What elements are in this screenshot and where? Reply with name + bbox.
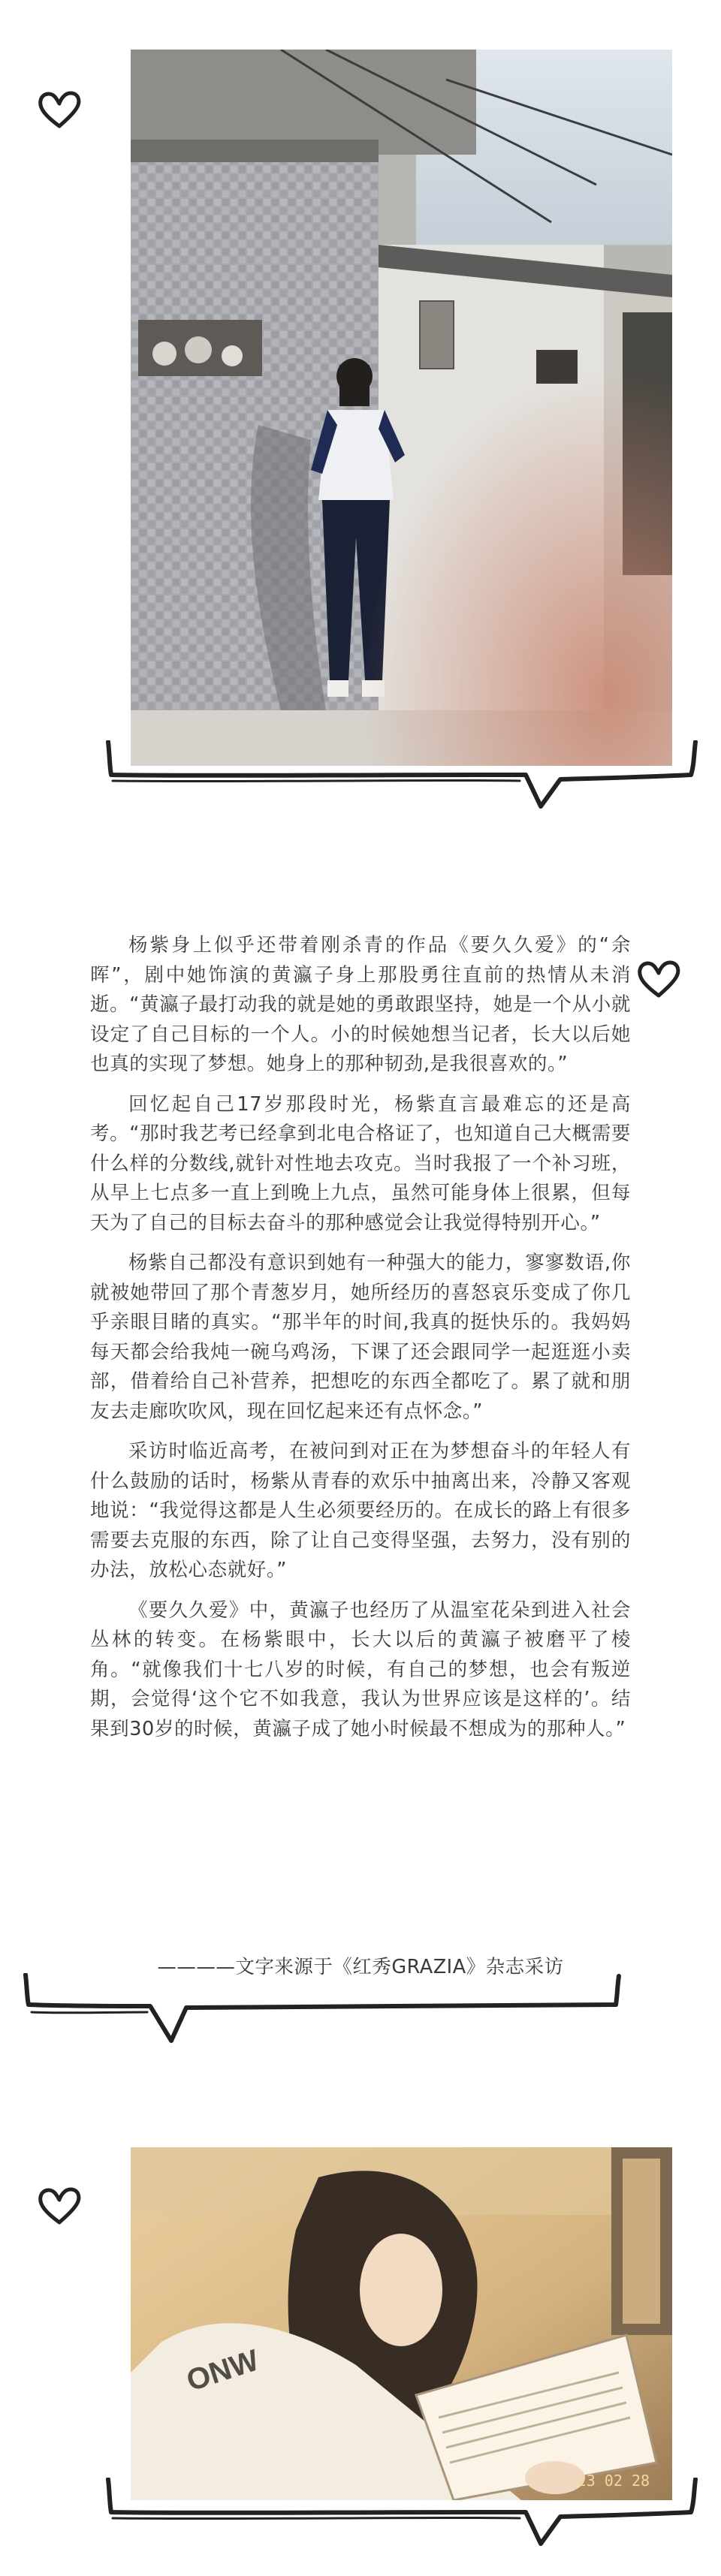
heart-icon	[36, 2185, 83, 2227]
heart-icon	[635, 958, 682, 1000]
paragraph: 杨紫自己都没有意识到她有一种强大的能力，寥寥数语,你就被她带回了那个青葱岁月，她所经历的喜怒哀乐变成了你几乎亲眼目睹的真实。“那半年的时间,我真的挺快乐的。我妈妈每天都会给我炖一碗乌鸡汤，下课了还会跟同学一起逛逛小卖部，借着给自己补营养，把想吃的东西全都吃了。累了就和朋友去走廊吹吹风，现在回忆起来还有点怀念。”	[90, 1252, 631, 1423]
reading-photo	[131, 2147, 672, 2500]
outdoor-photo	[131, 50, 672, 766]
paragraph: 《要久久爱》中，黄瀛子也经历了从温室花朵到进入社会丛林的转变。在杨紫眼中，长大以后的黄瀛子被磨平了棱角。“就像我们十七八岁的时候，有自己的梦想，也会有叛逆期，会觉得‘这个它不如我意，我认为世界应该是这样的’。结果到30岁的时候，黄瀛子成了她小时候最不想成为的那种人。”	[90, 1598, 631, 1740]
paragraph: 回忆起自己17岁那段时光，杨紫直言最难忘的还是高考。“那时我艺考已经拿到北电合格证了，也知道自己大概需要什么样的分数线,就针对性地去攻克。当时我报了一个补习班，从早上七点多一直上到晚上九点，虽然可能身体上很累，但每天为了自己的目标去奋斗的那种感觉会让我觉得特别开心。”	[90, 1092, 631, 1234]
svg-text:ONW: ONW	[183, 2343, 263, 2398]
paragraph: 杨紫身上似乎还带着刚杀青的作品《要久久爱》的“余晖”，剧中她饰演的黄瀛子身上那股勇往直前的热情从未消逝。“黄瀛子最打动我的就是她的勇敢跟坚持，她是一个从小就设定了自己目标的一个人。小的时候她想当记者，长大以后她也真的实现了梦想。她身上的那种韧劲,是我很喜欢的。”	[90, 934, 631, 1075]
heart-icon	[36, 89, 83, 131]
date-stamp: '23 02 28	[568, 2472, 650, 2490]
source-credit: ————文字来源于《红秀GRAZIA》杂志采访	[157, 1956, 564, 1978]
speech-bubble-frame	[23, 1973, 623, 2063]
speech-bubble-frame	[105, 2478, 698, 2568]
article-body	[90, 931, 631, 1755]
speech-bubble-frame	[105, 740, 698, 830]
paragraph: 采访时临近高考，在被问到对正在为梦想奋斗的年轻人有什么鼓励的话时，杨紫从青春的欢乐中抽离出来，冷静又客观地说：“我觉得这都是人生必须要经历的。在成长的路上有很多需要去克服的东西，除了让自己变得坚强，去努力，没有别的办法，放松心态就好。”	[90, 1440, 631, 1581]
